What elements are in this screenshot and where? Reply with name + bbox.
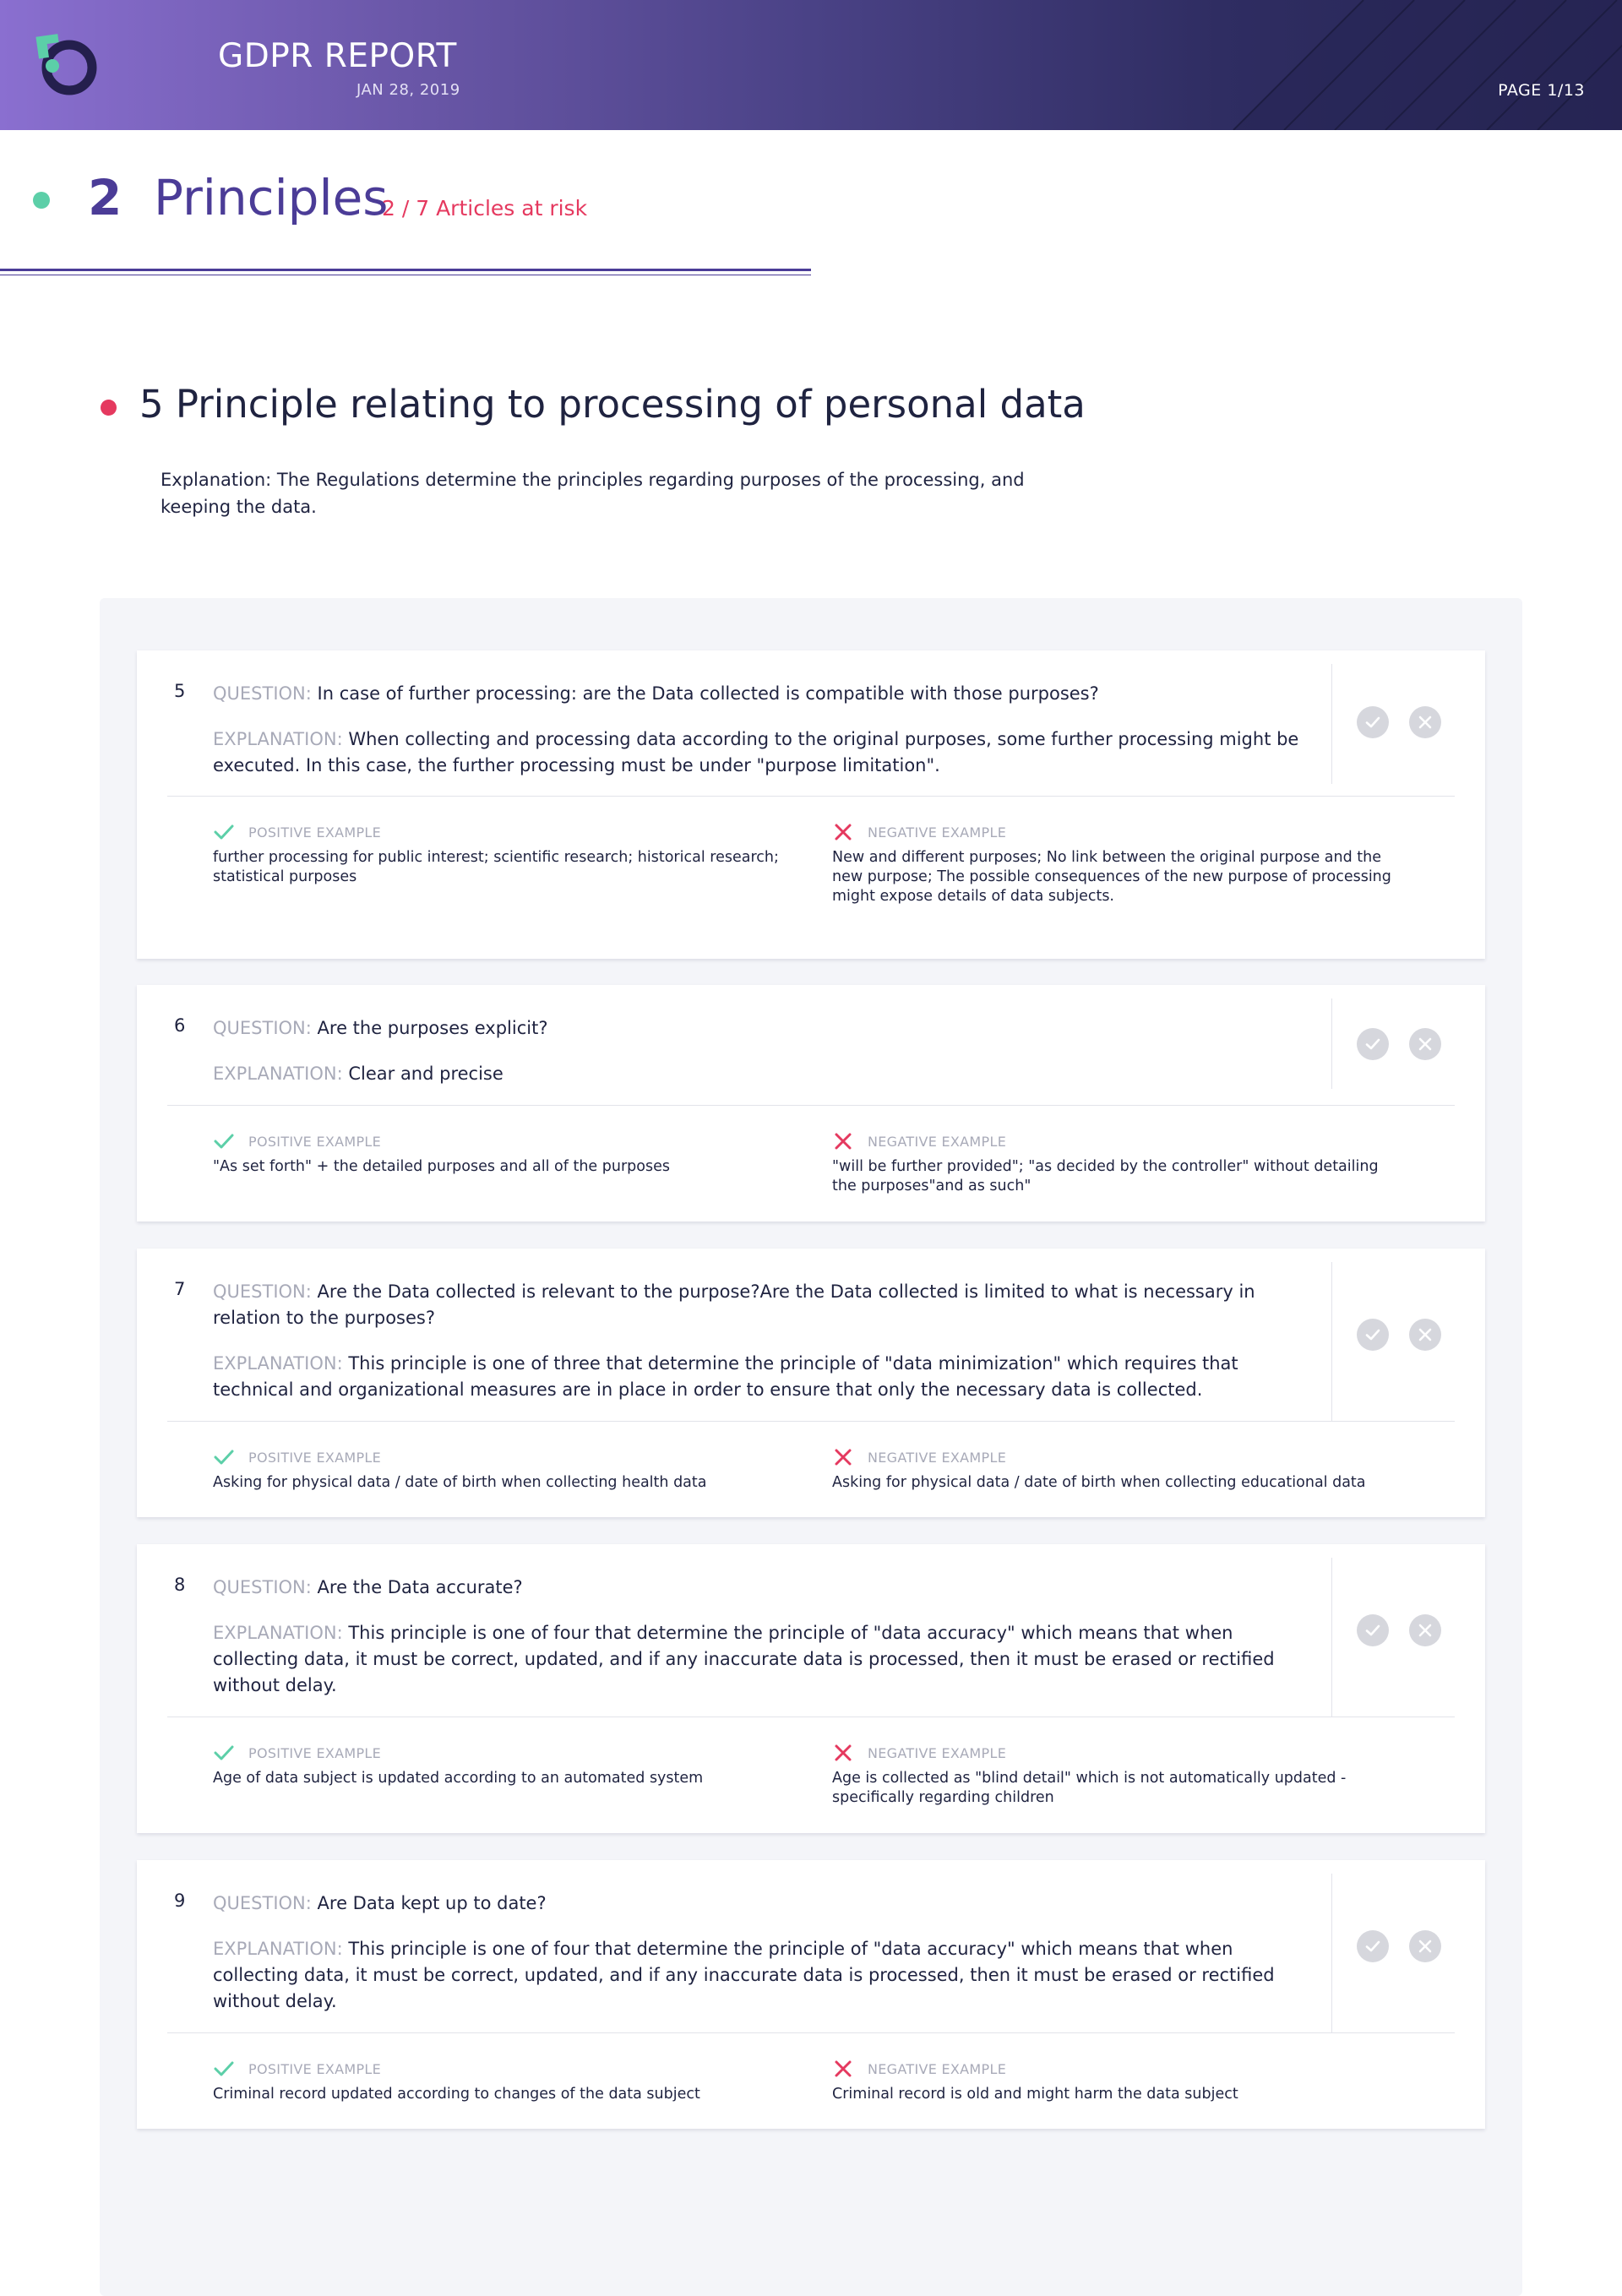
negative-x-icon bbox=[832, 1448, 854, 1466]
card-horizontal-divider bbox=[167, 1421, 1455, 1422]
card-vertical-divider bbox=[1331, 1558, 1332, 1717]
check-icon bbox=[1363, 1937, 1382, 1956]
card-horizontal-divider bbox=[167, 1105, 1455, 1106]
negative-x-icon bbox=[832, 1744, 854, 1762]
positive-example-text: Asking for physical data / date of birth when collecting health data bbox=[213, 1474, 707, 1491]
question-label: QUESTION: bbox=[213, 1018, 312, 1038]
positive-example-text: "As set forth" + the detailed purposes and all of the purposes bbox=[213, 1158, 670, 1175]
explanation-text: This principle is one of four that determine the principle of "data accuracy" which means that when collecting data, it must be correct, updated, and if any inaccurate data is processed, then it must be erased or rectified without delay. bbox=[213, 1623, 1275, 1695]
question-number: 8 bbox=[174, 1575, 186, 1595]
header-stripes-decoration bbox=[1031, 0, 1622, 130]
article-bullet bbox=[101, 400, 117, 416]
question-label: QUESTION: bbox=[213, 1281, 312, 1302]
question-card bbox=[137, 985, 1485, 1221]
negative-x-icon bbox=[832, 823, 854, 841]
negative-example-label: NEGATIVE EXAMPLE bbox=[868, 2060, 1007, 2077]
explanation-text: Clear and precise bbox=[348, 1064, 503, 1084]
section-bullet bbox=[33, 192, 50, 209]
explanation-label: EXPLANATION: bbox=[213, 1353, 343, 1374]
article-explanation: Explanation: The Regulations determine the principles regarding purposes of the processing, and keeping the data. bbox=[161, 470, 1025, 517]
card-vertical-divider bbox=[1331, 998, 1332, 1089]
explanation-label: EXPLANATION: bbox=[213, 1064, 343, 1084]
question-number: 7 bbox=[174, 1279, 186, 1299]
question-card bbox=[137, 1544, 1485, 1833]
negative-example-text: Asking for physical data / date of birth when collecting educational data bbox=[832, 1474, 1366, 1491]
negative-example bbox=[832, 1742, 1407, 1808]
positive-example bbox=[213, 2058, 787, 2104]
question-text: Are the Data accurate? bbox=[317, 1577, 523, 1597]
close-icon bbox=[1416, 1621, 1434, 1640]
section-title: Principles bbox=[154, 169, 389, 226]
section-risk-summary: 2 / 7 Articles at risk bbox=[382, 196, 588, 220]
negative-example-label: NEGATIVE EXAMPLE bbox=[868, 1744, 1007, 1761]
question-card bbox=[137, 1249, 1485, 1517]
negative-x-icon bbox=[832, 2059, 854, 2078]
explanation-label: EXPLANATION: bbox=[213, 1623, 343, 1643]
negative-example-label: NEGATIVE EXAMPLE bbox=[868, 1449, 1007, 1466]
question-number: 6 bbox=[174, 1015, 186, 1036]
positive-example-label: POSITIVE EXAMPLE bbox=[248, 1744, 382, 1761]
positive-example-label: POSITIVE EXAMPLE bbox=[248, 1133, 382, 1150]
positive-example-text: further processing for public interest; scientific research; historical research; statistical purposes bbox=[213, 849, 779, 885]
question-number: 5 bbox=[174, 681, 186, 701]
question-text: Are the purposes explicit? bbox=[317, 1018, 548, 1038]
positive-check-icon bbox=[213, 2059, 235, 2078]
approve-button[interactable] bbox=[1357, 706, 1389, 738]
negative-example-text: "will be further provided"; "as decided by the controller" without detailing the purposes"and as such" bbox=[832, 1158, 1379, 1194]
check-icon bbox=[1363, 1325, 1382, 1344]
question-text: In case of further processing: are the Data collected is compatible with those purposes? bbox=[317, 683, 1099, 704]
negative-x-icon bbox=[832, 1132, 854, 1151]
positive-check-icon bbox=[213, 823, 235, 841]
report-title: GDPR REPORT bbox=[218, 37, 457, 75]
question-label: QUESTION: bbox=[213, 1893, 312, 1913]
positive-example bbox=[213, 821, 787, 887]
check-icon bbox=[1363, 1035, 1382, 1053]
question-label: QUESTION: bbox=[213, 683, 312, 704]
check-icon bbox=[1363, 1621, 1382, 1640]
card-horizontal-divider bbox=[167, 2032, 1455, 2033]
negative-example bbox=[832, 821, 1407, 906]
check-icon bbox=[1363, 713, 1382, 732]
section-divider bbox=[0, 269, 811, 271]
card-horizontal-divider bbox=[167, 796, 1455, 797]
positive-example-label: POSITIVE EXAMPLE bbox=[248, 824, 382, 841]
close-icon bbox=[1416, 1325, 1434, 1344]
negative-example-label: NEGATIVE EXAMPLE bbox=[868, 824, 1007, 841]
question-number: 9 bbox=[174, 1891, 186, 1911]
card-vertical-divider bbox=[1331, 1262, 1332, 1421]
negative-example bbox=[832, 2058, 1407, 2104]
page-number: PAGE 1/13 bbox=[1498, 81, 1585, 100]
positive-example bbox=[213, 1742, 787, 1788]
negative-example bbox=[832, 1130, 1407, 1196]
report-date: JAN 28, 2019 bbox=[357, 81, 460, 99]
close-icon bbox=[1416, 1937, 1434, 1956]
explanation-text: This principle is one of three that determine the principle of "data minimization" which requires that technical and organizational measures are in place in order to ensure that only the necessary data is collected. bbox=[213, 1353, 1238, 1400]
question-card bbox=[137, 1860, 1485, 2129]
negative-example-text: New and different purposes; No link between the original purpose and the new purpose; The possible consequences of the new purpose of processing might expose details of data subjects. bbox=[832, 849, 1391, 905]
close-icon bbox=[1416, 713, 1434, 732]
report-header bbox=[0, 0, 1622, 130]
reject-button[interactable] bbox=[1409, 1319, 1441, 1351]
negative-example-text: Age is collected as "blind detail" which is not automatically updated - specifically regarding children bbox=[832, 1770, 1347, 1806]
explanation-text: This principle is one of four that determine the principle of "data accuracy" which means that when collecting data, it must be correct, updated, and if any inaccurate data is processed, then it must be erased or rectified without delay. bbox=[213, 1939, 1275, 2011]
reject-button[interactable] bbox=[1409, 1930, 1441, 1962]
approve-button[interactable] bbox=[1357, 1930, 1389, 1962]
reject-button[interactable] bbox=[1409, 1614, 1441, 1646]
positive-example-text: Criminal record updated according to changes of the data subject bbox=[213, 2086, 700, 2103]
approve-button[interactable] bbox=[1357, 1028, 1389, 1060]
negative-example bbox=[832, 1446, 1407, 1493]
reject-button[interactable] bbox=[1409, 706, 1441, 738]
reject-button[interactable] bbox=[1409, 1028, 1441, 1060]
question-text: Are Data kept up to date? bbox=[317, 1893, 547, 1913]
negative-example-label: NEGATIVE EXAMPLE bbox=[868, 1133, 1007, 1150]
approve-button[interactable] bbox=[1357, 1614, 1389, 1646]
card-vertical-divider bbox=[1331, 664, 1332, 784]
positive-example bbox=[213, 1446, 787, 1493]
positive-example-label: POSITIVE EXAMPLE bbox=[248, 1449, 382, 1466]
question-text: Are the Data collected is relevant to the purpose?Are the Data collected is limited to what is necessary in relation to the purposes? bbox=[213, 1281, 1255, 1328]
positive-check-icon bbox=[213, 1448, 235, 1466]
negative-example-text: Criminal record is old and might harm the data subject bbox=[832, 2086, 1238, 2103]
explanation-label: EXPLANATION: bbox=[213, 729, 343, 749]
close-icon bbox=[1416, 1035, 1434, 1053]
positive-example-label: POSITIVE EXAMPLE bbox=[248, 2060, 382, 2077]
positive-example bbox=[213, 1130, 787, 1177]
positive-example-text: Age of data subject is updated according to an automated system bbox=[213, 1770, 704, 1787]
question-card bbox=[137, 650, 1485, 959]
card-vertical-divider bbox=[1331, 1874, 1332, 2032]
question-label: QUESTION: bbox=[213, 1577, 312, 1597]
approve-button[interactable] bbox=[1357, 1319, 1389, 1351]
article-title: 5 Principle relating to processing of personal data bbox=[139, 382, 1086, 427]
positive-check-icon bbox=[213, 1744, 235, 1762]
section-number: 2 bbox=[88, 169, 122, 226]
positive-check-icon bbox=[213, 1132, 235, 1151]
explanation-text: When collecting and processing data according to the original purposes, some further processing might be executed. In this case, the further processing must be under "purpose limitation". bbox=[213, 729, 1299, 775]
explanation-label: EXPLANATION: bbox=[213, 1939, 343, 1959]
app-logo-icon bbox=[30, 29, 101, 100]
